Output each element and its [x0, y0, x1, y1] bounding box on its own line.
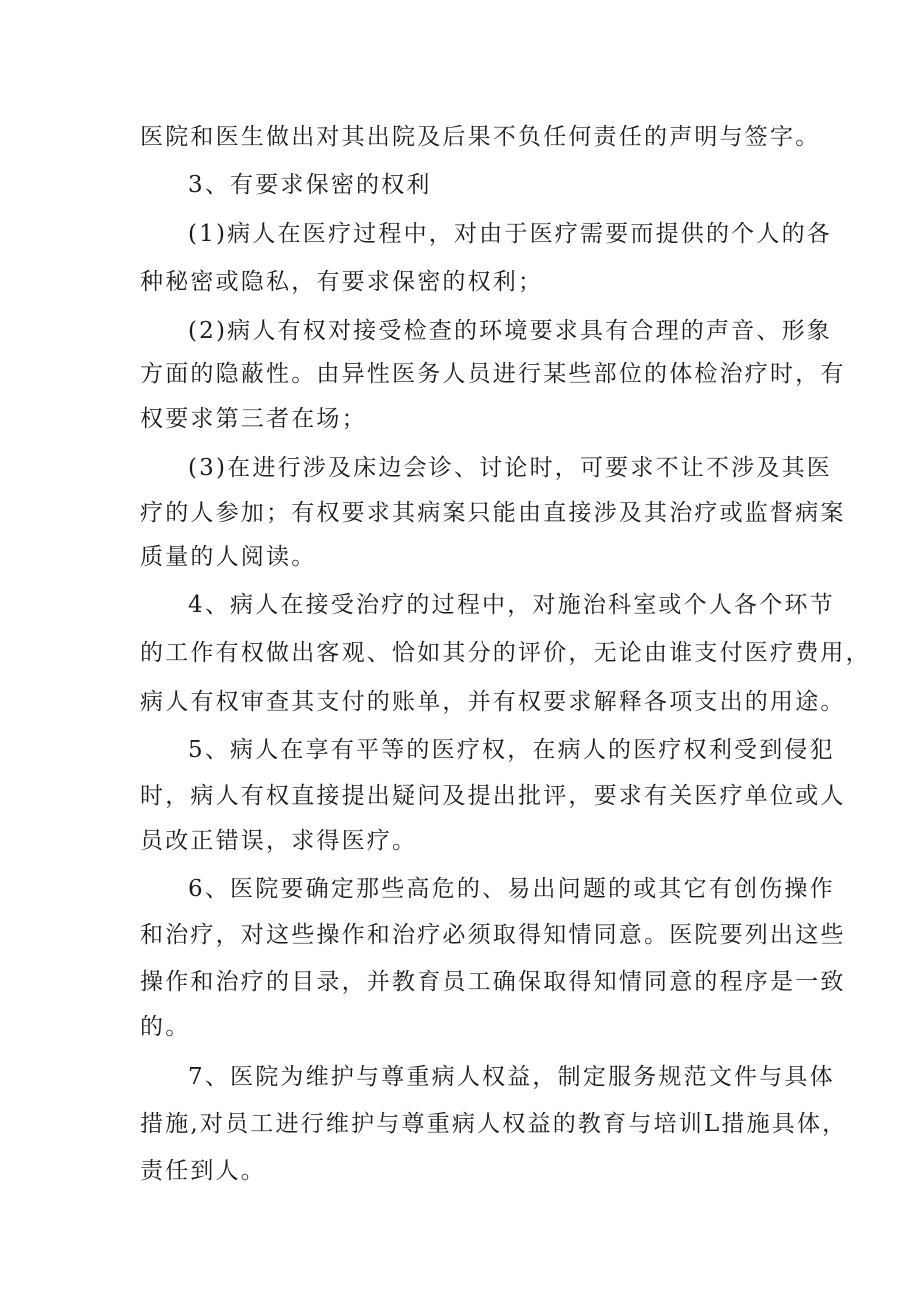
text-line: 责任到人。	[140, 1158, 266, 1184]
text-line: 4、病人在接受治疗的过程中，对施治科室或个人各个环节	[188, 592, 835, 618]
text-line: (1)病人在医疗过程中，对由于医疗需要而提供的个人的各	[188, 221, 832, 247]
section-heading: 3、有要求保密的权利	[188, 172, 432, 198]
text-line: 方面的隐蔽性。由异性医务人员进行某些部位的体检治疗时，有	[140, 361, 846, 387]
text-line: 病人有权审查其支付的账单，并有权要求解释各项支出的用途。	[140, 689, 846, 715]
text-line: (3)在进行涉及床边会诊、讨论时，可要求不让不涉及其医	[188, 455, 832, 481]
text-line: 6、医院要确定那些高危的、易出问题的或其它有创伤操作	[188, 876, 835, 902]
text-line: 和治疗，对这些操作和治疗必须取得知情同意。医院要列出这些	[140, 922, 846, 948]
text-line: 员改正错误，求得医疗。	[140, 828, 418, 854]
text-line: 措施,对员工进行维护与尊重病人权益的教育与培训L措施具体，	[140, 1111, 848, 1137]
text-line: 的。	[140, 1014, 191, 1040]
text-line: 操作和治疗的目录，并教育员工确保取得知情同意的程序是一致	[140, 969, 846, 995]
text-line: (2)病人有权对接受检查的环境要求具有合理的声音、形象	[188, 318, 832, 344]
text-line: 疗的人参加；有权要求其病案只能由直接涉及其治疗或监督病案	[140, 500, 846, 526]
text-line: 权要求第三者在场；	[140, 406, 367, 432]
text-line: 时，病人有权直接提出疑问及提出批评，要求有关医疗单位或人	[140, 783, 846, 809]
text-line: 5、病人在享有平等的医疗权，在病人的医疗权利受到侵犯	[188, 737, 835, 763]
text-line: 医院和医生做出对其出院及后果不负任何责任的声明与签字。	[140, 124, 821, 150]
text-line: 7、医院为维护与尊重病人权益，制定服务规范文件与具体	[188, 1064, 835, 1090]
text-line: 的工作有权做出客观、恰如其分的评价，无论由谁支付医疗费用，	[140, 640, 871, 666]
text-line: 质量的人阅读。	[140, 544, 317, 570]
text-line: 种秘密或隐私，有要求保密的权利；	[140, 269, 544, 295]
